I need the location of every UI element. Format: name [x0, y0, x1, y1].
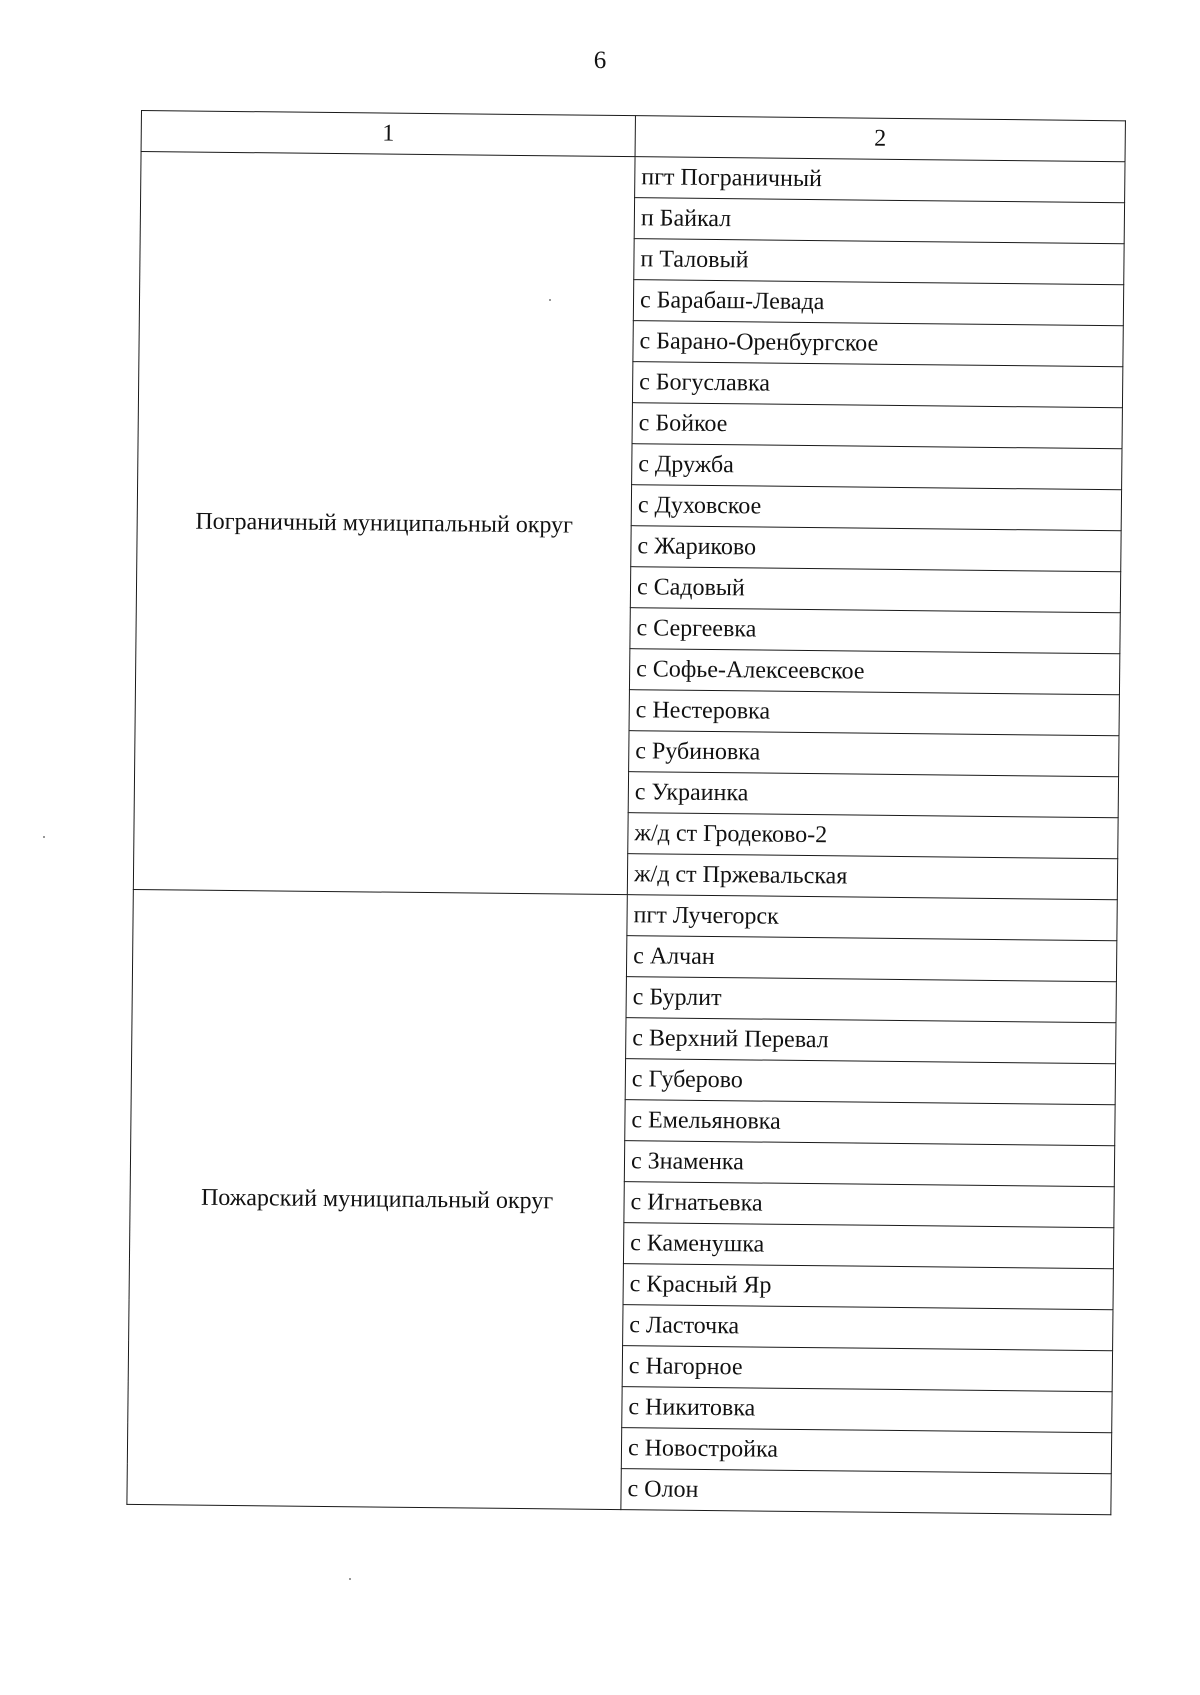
settlement-name: с Нестеровка	[629, 690, 1119, 736]
scan-speck	[349, 1578, 351, 1580]
scan-speck	[549, 299, 551, 301]
settlement-name: с Духовское	[631, 485, 1121, 531]
settlement-name: с Емельяновка	[625, 1100, 1115, 1146]
settlement-name: с Губерово	[625, 1059, 1115, 1105]
column-header-2: 2	[635, 116, 1125, 162]
settlement-name: с Бурлит	[626, 977, 1116, 1023]
settlement-name: с Барано-Оренбургское	[633, 321, 1123, 367]
settlement-name: с Барабаш-Левада	[633, 280, 1123, 326]
page-number: 6	[593, 47, 607, 74]
settlement-name: с Красный Яр	[623, 1264, 1113, 1310]
settlement-name: с Олон	[621, 1469, 1111, 1515]
settlement-name: с Никитовка	[622, 1387, 1112, 1433]
settlement-name: с Знаменка	[624, 1141, 1114, 1187]
district-name: Пожарский муниципальный округ	[127, 889, 627, 1509]
settlement-name: с Сергеевка	[630, 608, 1120, 654]
settlement-name: с Верхний Перевал	[626, 1018, 1116, 1064]
settlement-name: с Софье-Алексеевское	[629, 649, 1119, 695]
settlement-name: с Нагорное	[622, 1346, 1112, 1392]
settlement-name: пгт Лучегорск	[627, 895, 1117, 941]
settlement-name: с Алчан	[626, 936, 1116, 982]
settlement-name: ж/д ст Пржевальская	[627, 854, 1117, 900]
settlements-table	[126, 110, 1126, 1515]
settlement-name: пгт Пограничный	[635, 157, 1125, 203]
scan-speck	[43, 836, 45, 838]
settlement-name: с Новостройка	[621, 1428, 1111, 1474]
settlement-name: с Рубиновка	[629, 731, 1119, 777]
settlement-name: п Байкал	[634, 198, 1124, 244]
district-name: Пограничный муниципальный округ	[133, 152, 635, 895]
settlement-name: с Ласточка	[623, 1305, 1113, 1351]
settlement-name: с Игнатьевка	[624, 1182, 1114, 1228]
settlement-name: ж/д ст Гродеково-2	[628, 813, 1118, 859]
settlement-name: п Таловый	[634, 239, 1124, 285]
settlement-name: с Садовый	[630, 567, 1120, 613]
settlement-name: с Богуславка	[632, 362, 1122, 408]
settlement-name: с Бойкое	[632, 403, 1122, 449]
settlement-name: с Украинка	[628, 772, 1118, 818]
settlement-name: с Каменушка	[623, 1223, 1113, 1269]
column-header-1: 1	[141, 111, 635, 157]
settlement-name: с Жариково	[631, 526, 1121, 572]
settlement-name: с Дружба	[632, 444, 1122, 490]
